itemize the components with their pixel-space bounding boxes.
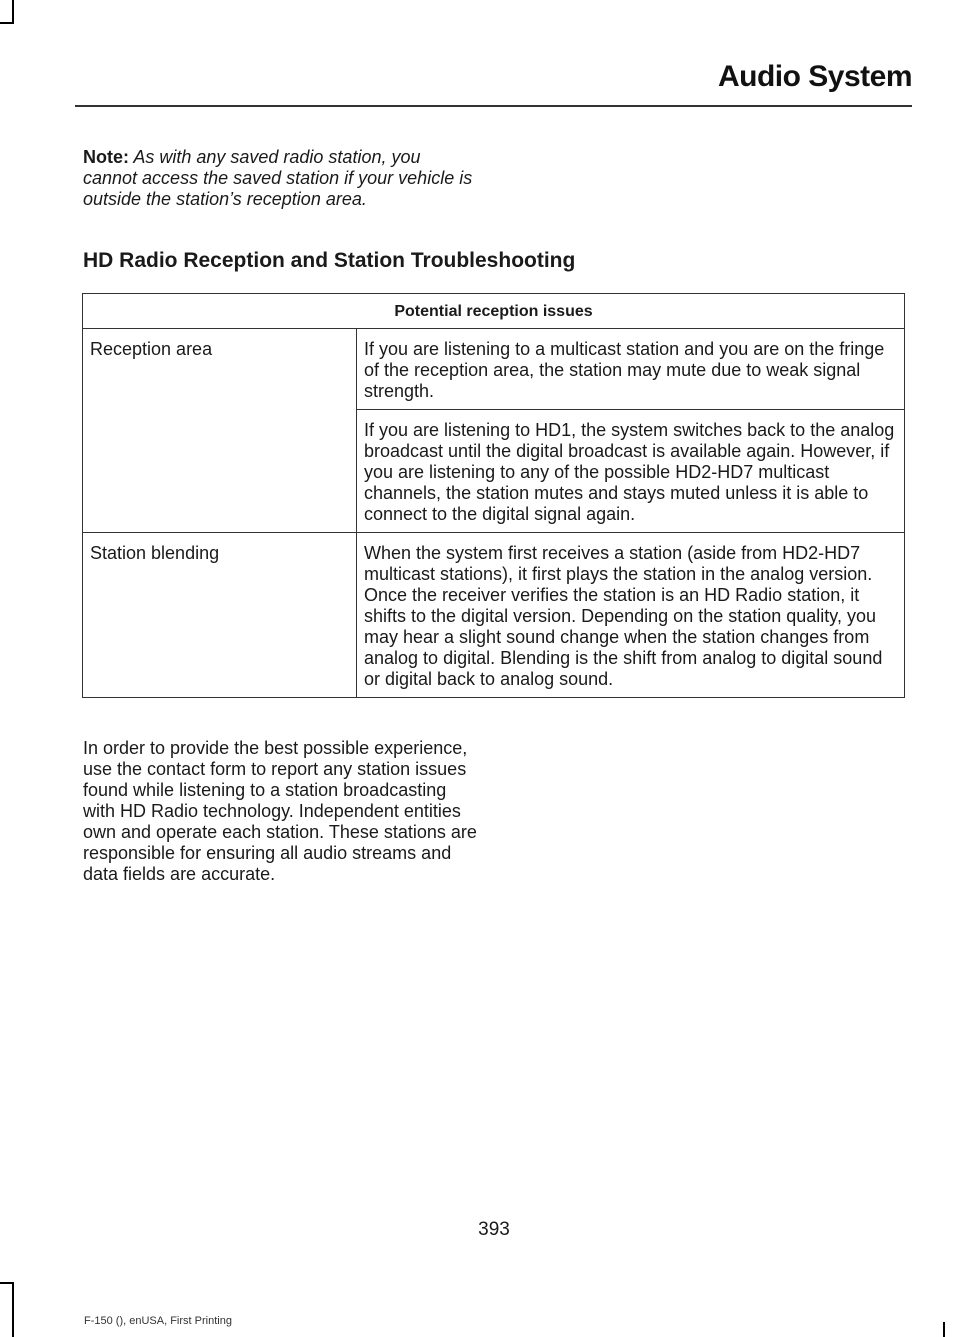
- page-number: 393: [478, 1219, 510, 1240]
- reception-issues-table: [82, 293, 905, 698]
- note-label: Note:: [83, 147, 129, 167]
- crop-mark-top-left-h: [0, 22, 14, 24]
- section-heading: HD Radio Reception and Station Troubleshooting: [83, 249, 576, 272]
- crop-mark-bottom-right-v: [943, 1322, 945, 1337]
- table-row: [83, 329, 905, 410]
- crop-mark-bottom-left-v: [12, 1282, 14, 1337]
- note-text: As with any saved radio station, you cannot access the saved station if your vehicle is outside the station’s reception area.: [83, 147, 473, 209]
- issue-cell: Station blending: [83, 533, 357, 698]
- header-divider: [75, 105, 912, 107]
- print-info: F-150 (), enUSA, First Printing: [84, 1315, 232, 1327]
- page-header-title: Audio System: [717, 60, 912, 93]
- table-row: [83, 533, 905, 698]
- table-header: Potential reception issues: [83, 294, 905, 329]
- issue-cell: Reception area: [83, 329, 357, 533]
- table-header-row: [83, 294, 905, 329]
- crop-mark-top-left-v: [12, 0, 14, 22]
- description-cell: When the system first receives a station (aside from HD2-HD7 multicast stations), it first plays the station in the analog version. Once the receiver verifies the station is an HD Radio station, it shifts to the digital version. Depending on the station quality, you may hear a slight sound change when the station changes from analog to digital. Blending is the shift from analog to digital sound or digital back to analog sound.: [357, 533, 905, 698]
- crop-mark-bottom-left-h: [0, 1282, 14, 1284]
- description-cell: If you are listening to HD1, the system switches back to the analog broadcast until the digital broadcast is available again. However, if you are listening to any of the possible HD2-HD7 multicast channels, the station mutes and stays muted unless it is able to connect to the digital signal again.: [357, 410, 905, 533]
- body-paragraph: In order to provide the best possible experience, use the contact form to report any station issues found while listening to a station broadcasting with HD Radio technology. Independent entities own and operate each station. These stations are responsible for ensuring all audio streams and data fields are accurate.: [83, 738, 477, 884]
- description-cell: If you are listening to a multicast station and you are on the fringe of the reception area, the station may mute due to weak signal strength.: [357, 329, 905, 410]
- note-paragraph: [83, 147, 478, 210]
